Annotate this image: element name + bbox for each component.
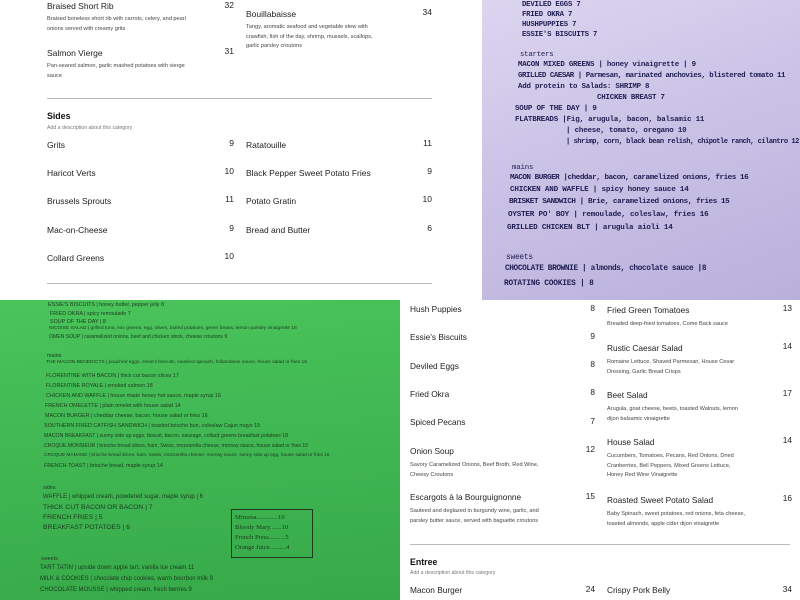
menu-item-name: Bouillabaisse	[246, 9, 297, 19]
menu-line: Add protein to Salads: SHRIMP 8	[518, 83, 650, 91]
side-item-price: 10	[224, 166, 234, 176]
divider	[47, 98, 432, 99]
menu-line: MACON BURGER |cheddar, bacon, caramelized onions, fries 16	[510, 174, 749, 182]
section-heading: starters	[520, 51, 554, 59]
menu-line: CHOCOLATE BROWNIE | almonds, chocolate sauce |8	[505, 265, 707, 273]
menu-item-price: 9	[590, 331, 595, 341]
drink-line: French Press..........5	[235, 534, 289, 541]
divider	[410, 544, 790, 545]
menu-line: HUSHPUPPIES 7	[522, 21, 577, 29]
side-item-price: 10	[224, 251, 234, 261]
menu-line: ESSIE'S BISCUITS | honey butter, pepper jelly 8	[48, 302, 164, 308]
side-item-name: Potato Gratin	[246, 196, 297, 206]
menu-line: SOUP OF THE DAY | 8	[50, 319, 106, 325]
side-item-name: Ratatouille	[246, 140, 287, 150]
menu-line: | shrimp, corn, black bean relish, chipotle ranch, cilantro 12	[566, 138, 799, 146]
menu-line: ROTATING COOKIES | 8	[504, 280, 594, 288]
menu-line: WAFFLE | whipped cream, powdered sugar, maple syrup | 6	[43, 494, 203, 500]
menu-line: FRIED OKRA | spicy remoulade 7	[50, 311, 131, 317]
menu-item-name: Fried Green Tomatoes	[607, 305, 690, 315]
side-item-price: 11	[225, 194, 234, 204]
menu-line: FRIED OKRA 7	[522, 11, 573, 19]
menu-item	[607, 390, 745, 424]
menu-line: TART TATIN | upside down apple tart, vanilla ice cream 11	[40, 565, 195, 571]
menu-item	[410, 492, 550, 526]
menu-item-description: Sauteed and deglazed in burgundy wine, garlic, and parsley butter sauce, served with baguette croutons	[410, 508, 539, 524]
menu-line: THICK CUT BACON OR BACON | 7	[43, 504, 153, 511]
menu-line: MACON BURGER | cheddar cheese, bacon, house salad or fries 16	[45, 413, 208, 419]
side-item-name: Collard Greens	[47, 253, 105, 263]
menu-line: OMEN SOUP | caramelized onions, beef and chicken stock, cheese croutons 9	[49, 334, 228, 340]
menu-item-description: Braised boneless short rib with carrots, celery, and pearl onions served with creamy grits	[47, 16, 186, 32]
menu-item-price: 15	[585, 491, 595, 501]
menu-item-name: Escargots à la Bourguignonne	[410, 492, 522, 502]
menu-item-price: 32	[224, 0, 234, 10]
menu-item-name: Beet Salad	[607, 390, 648, 400]
drink-line: Orange Juice..........4	[235, 544, 290, 551]
menu-item	[410, 304, 550, 314]
menu-item-price: 7	[590, 416, 595, 426]
menu-item	[607, 437, 747, 481]
menu-item-description: Cucumbers, Tomatoes, Pecans, Red Onions, Dried Cranberries, Bell Peppers, Mixed Greens Lettuce, Honey Red Wine Vinaigrette	[607, 453, 734, 478]
drinks-box	[231, 509, 313, 558]
menu-item-name: Essie's Biscuits	[410, 332, 467, 342]
menu-item	[607, 495, 747, 529]
side-item-name: Haricot Verts	[47, 168, 96, 178]
side-item-name: Black Pepper Sweet Potato Fries	[246, 168, 371, 178]
section-heading: sweets	[506, 254, 533, 262]
menu-item-name: Roasted Sweet Potato Salad	[607, 495, 714, 505]
side-item-price: 9	[229, 223, 234, 233]
menu-line: BREAKFAST POTATOES | 6	[43, 524, 131, 531]
category-title: Entree	[410, 557, 438, 567]
side-item-price: 6	[427, 223, 432, 233]
menu-item-description: Romaine Lettuce, Shaved Parmesan, House Cesar Dressing, Garlic Bread Crisps	[607, 359, 735, 375]
side-item-name: Grits	[47, 140, 65, 150]
menu-item-description: Baby Spinach, sweet potatoes, red onions, feta cheese, toasted almonds, apple cider dijon vinaigrette	[607, 511, 746, 527]
entree-item-name: Macon Burger	[410, 585, 463, 595]
menu-line: | cheese, tomato, oregano 10	[566, 127, 687, 135]
menu-line: CHICKEN AND WAFFLE | spicy honey sauce 14	[510, 186, 689, 194]
menu-item	[410, 417, 550, 427]
menu-line: FLORENTINE ROYALE | smoked salmon 18	[46, 383, 153, 389]
drink-line: Mimosa.............10	[235, 514, 285, 521]
category-title: Sides	[47, 111, 71, 121]
side-item-price: 11	[423, 138, 432, 148]
web-menu-mains-sides	[0, 0, 482, 300]
menu-item	[607, 305, 747, 330]
section-heading: mains	[512, 164, 534, 172]
menu-item-price: 16	[782, 493, 792, 503]
menu-item-description: Savory Caramelized Onions, Beef Broth, Red Wine, Cheesy Croutons	[410, 462, 539, 478]
green-menu-sheet	[0, 300, 400, 600]
section-heading: sweets	[41, 556, 58, 562]
web-menu-starters-salads	[400, 300, 800, 600]
menu-item-description: Arugula, goat cheese, beets, toasted Walnuts, lemon dijon balsamic vinaigrette	[607, 406, 739, 422]
side-item-price: 9	[427, 166, 432, 176]
entree-item-price: 24	[585, 584, 595, 594]
menu-item	[410, 332, 550, 342]
menu-item-price: 17	[782, 388, 792, 398]
menu-line: ESSIE'S BISCUITS 7	[522, 31, 598, 39]
menu-line: CHOCOLATE MOUSSE | whipped cream, fresh berries 9	[40, 587, 192, 593]
menu-item-price: 14	[782, 435, 792, 445]
menu-item-price: 8	[590, 359, 595, 369]
paper-menu-green	[0, 300, 400, 600]
menu-line: MACON MIXED GREENS | honey vinaigrette | 9	[518, 61, 696, 69]
menu-line: FLORENTINE WITH BACON | thick cut bacon slices 17	[46, 373, 179, 379]
section-heading: sides	[43, 485, 56, 491]
menu-item-name: Salmon Vierge	[47, 48, 103, 58]
menu-item-price: 31	[224, 46, 234, 56]
menu-line: CROQUE MONSIEUR | brioche bread slices, ham, Swiss, mozzarella cheese, mornay sauce, house salad or fries 15	[44, 443, 309, 449]
menu-item-price: 8	[590, 303, 595, 313]
menu-item-price: 12	[585, 444, 595, 454]
menu-item-name: Hush Puppies	[410, 304, 462, 314]
side-item-name: Bread and Butter	[246, 225, 311, 235]
entree-item	[410, 585, 550, 595]
menu-item	[410, 389, 550, 399]
entree-item-price: 34	[782, 584, 792, 594]
menu-line: FLATBREADS |Fig, arugula, bacon, balsamic 11	[515, 116, 705, 124]
menu-line: GRILLED CHICKEN BLT | arugula aioli 14	[507, 224, 673, 232]
menu-line: CHICKEN BREAST 7	[597, 94, 665, 102]
menu-line: MILK & COOKIES | chocolate chip cookies, warm bourbon milk 9	[40, 576, 213, 582]
divider	[47, 283, 432, 284]
menu-line: FRENCH TOAST | brioche bread, maple syrup 14	[44, 463, 163, 469]
menu-line: BRISKET SANDWICH | Brie, caramelized onions, fries 15	[509, 198, 730, 206]
menu-item-price: 8	[590, 387, 595, 397]
menu-item-price: 34	[422, 7, 432, 17]
side-item-price: 9	[229, 138, 234, 148]
menu-line: SOUP OF THE DAY | 9	[515, 105, 597, 113]
menu-item-name: House Salad	[607, 437, 655, 447]
menu-item-name: Fried Okra	[410, 389, 450, 399]
section-heading: mains	[47, 353, 62, 359]
menu-item-name: Onion Soup	[410, 446, 454, 456]
paper-menu-lavender	[482, 0, 800, 300]
menu-item-description: Tangy, aromatic seafood and vegetable stew with crawfish, fish of the day, shrimp, mussels, scallops, garlic parsley croutons	[246, 24, 373, 49]
menu-item	[410, 361, 550, 371]
menu-line: DEVILED EGGS 7	[522, 1, 581, 9]
menu-line: FRENCH FRIES | 5	[43, 514, 103, 521]
menu-line: FRENCH OMELETTE | plain omelet with house salad 14	[45, 403, 181, 409]
category-subtitle: Add a description about this category	[47, 125, 133, 131]
menu-item	[410, 446, 550, 480]
menu-item-name: Braised Short Rib	[47, 1, 114, 11]
menu-item-price: 13	[782, 303, 792, 313]
side-item-name: Mac-on-Cheese	[47, 225, 108, 235]
menu-line: SOUTHERN FRIED CATFISH SANDWICH | toasted brioche bun, coleslaw Cajun mayo 15	[44, 423, 261, 429]
menu-item-price: 14	[782, 341, 792, 351]
menu-line: GRILLED CAESAR | Parmesan, marinated anchovies, blistered tomato 11	[518, 72, 786, 80]
menu-line: THE MACON BENEDICTS | poached eggs, essie's biscuits, sautéed spinach, hollandaise sauce, house salad or fries 16	[46, 360, 307, 365]
menu-item-description: Pan-seared salmon, garlic mashed potatoes with vierge sauce	[47, 63, 185, 79]
menu-item	[607, 343, 743, 377]
menu-item-name: Deviled Eggs	[410, 361, 459, 371]
drink-line: Bloody Mary.......10	[235, 524, 289, 531]
entree-item-name: Crispy Pork Belly	[607, 585, 671, 595]
menu-line: NICOISE SALAD | grilled tuna, mix greens, egg, olives, boiled potatoes, green beans, lemon parsley vinaigrette 16	[49, 326, 297, 331]
menu-item-description: Breaded deep-fried tomatoes, Come Back sauce	[607, 321, 728, 327]
menu-line: CHICKEN AND WAFFLE | house made honey hot sauce, maple syrup 16	[46, 393, 221, 399]
entree-item	[607, 585, 747, 595]
category-subtitle: Add a description about this category	[410, 570, 496, 576]
side-item-name: Brussels Sprouts	[47, 196, 112, 206]
menu-line: CROQUE MADAME | brioche bread slices, ham, Swiss, mozzarella cheese, mornay sauce, sunny side up egg, house salad or fries 16	[44, 453, 330, 458]
menu-item-name: Spiced Pecans	[410, 417, 466, 427]
menu-item-name: Rustic Caesar Salad	[607, 343, 683, 353]
menu-line: MACON BREAKFAST | sunny side up eggs, biscuit, bacon, sausage, collard greens breakfast potatoes 18	[44, 433, 289, 439]
menu-line: OYSTER PO' BOY | remoulade, coleslaw, fries 16	[508, 211, 709, 219]
side-item-price: 10	[422, 194, 432, 204]
